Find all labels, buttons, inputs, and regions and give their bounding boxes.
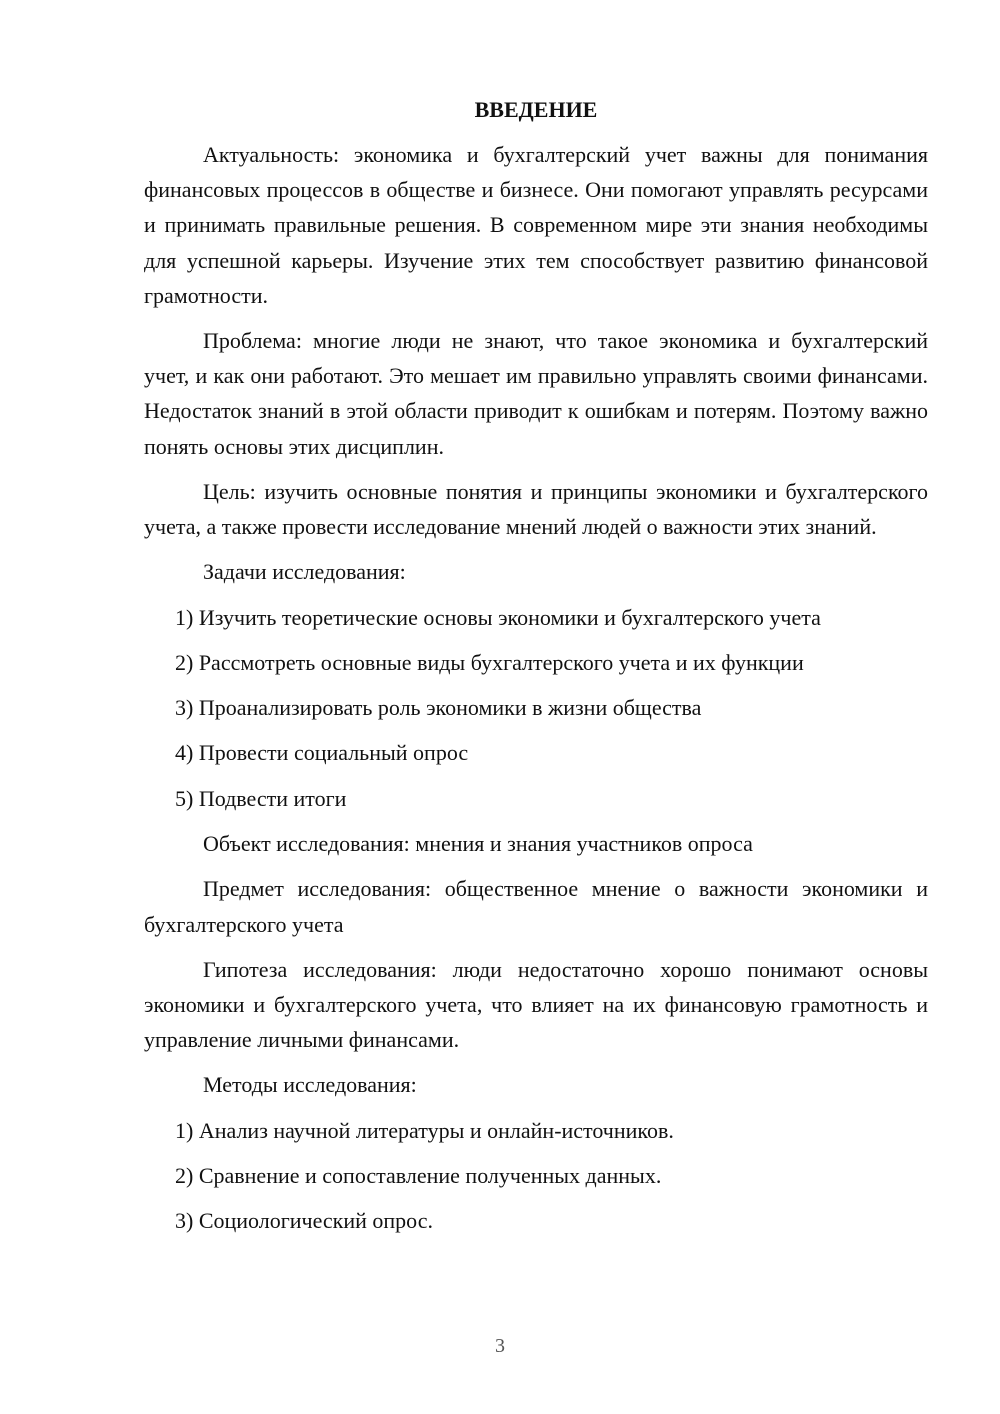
list-item: 2) Сравнение и сопоставление полученных данных.: [175, 1162, 662, 1188]
hypothesis-paragraph: Гипотеза исследования: люди недостаточно хорошо понимают основы экономики и бухгалтерского учета, что влияет на их финансовую грамотность и управление личными финансами.: [144, 956, 928, 1053]
methods-heading: Методы исследования:: [203, 1072, 417, 1098]
object-paragraph: Объект исследования: мнения и знания участников опроса: [203, 831, 753, 857]
list-item: 3) Проанализировать роль экономики в жизни общества: [175, 695, 702, 721]
list-item: 4) Провести социальный опрос: [175, 740, 469, 766]
list-item: 1) Анализ научной литературы и онлайн-источников.: [175, 1117, 674, 1143]
list-item: 1) Изучить теоретические основы экономики и бухгалтерского учета: [175, 604, 821, 630]
list-item: 2) Рассмотреть основные виды бухгалтерского учета и их функции: [175, 649, 804, 675]
list-item: 5) Подвести итоги: [175, 785, 347, 811]
goal-paragraph: Цель: изучить основные понятия и принципы экономики и бухгалтерского учета, а также провести исследование мнений людей о важности этих знаний.: [144, 478, 928, 540]
subject-paragraph: Предмет исследования: общественное мнение о важности экономики и бухгалтерского учета: [144, 876, 928, 937]
methods-list: [144, 1113, 928, 1239]
list-item: 3) Социологический опрос.: [175, 1208, 433, 1234]
page-title: ВВЕДЕНИЕ: [474, 97, 598, 122]
document-page: [144, 92, 928, 1249]
problem-paragraph: Проблема: многие люди не знают, что такое экономика и бухгалтерский учет, и как они работают. Это мешает им правильно управлять своими финансами. Недостаток знаний в этой области приводит к ошибкам и потерям. Поэтому важно понять основы этих дисциплин.: [144, 328, 928, 459]
page-number: 3: [495, 1335, 505, 1357]
tasks-list: [144, 600, 928, 816]
tasks-heading: Задачи исследования:: [203, 559, 406, 585]
relevance-paragraph: Актуальность: экономика и бухгалтерский учет важны для понимания финансовых процессов в обществе и бизнесе. Они помогают управлять ресурсами и принимать правильные решения. В современном мире эти знания необходимы для успешной карьеры. Изучение этих тем способствует развитию финансовой грамотности.: [144, 142, 928, 308]
